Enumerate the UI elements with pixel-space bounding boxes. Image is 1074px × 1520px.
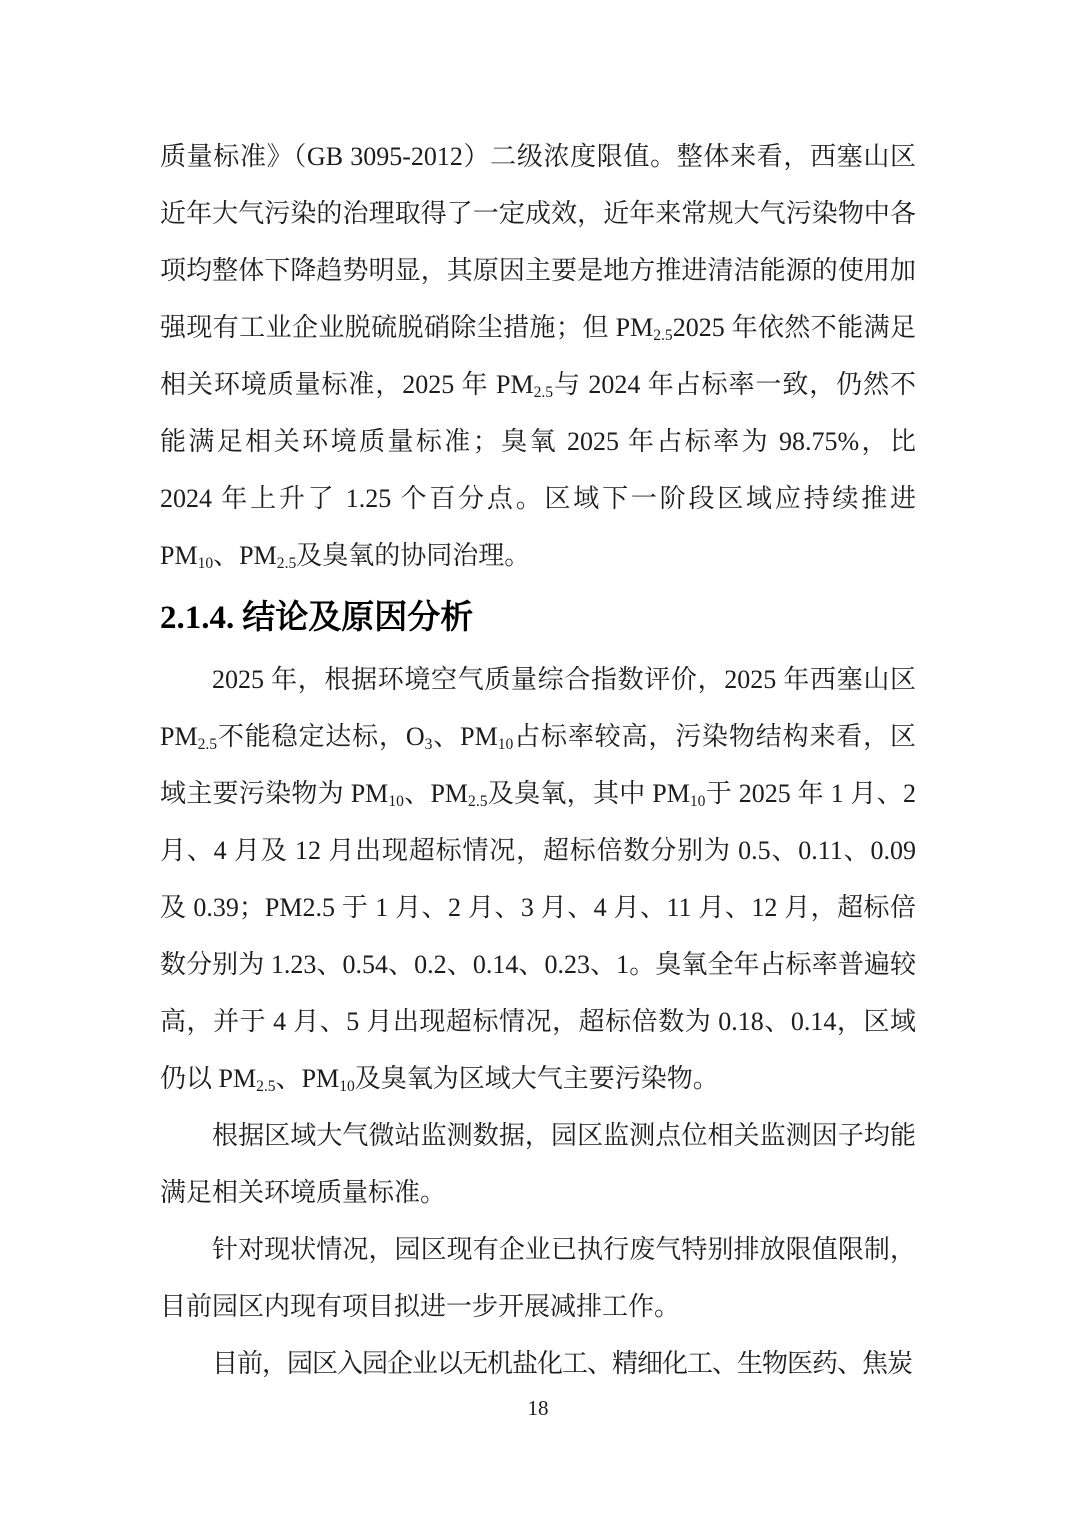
document-body [160, 128, 916, 1392]
paragraph-3: 根据区域大气微站监测数据，园区监测点位相关监测因子均能满足相关环境质量标准。 [160, 1121, 916, 1207]
subscript: 10 [497, 735, 514, 753]
subscript: 2.5 [197, 735, 218, 753]
subscript: 10 [339, 1077, 355, 1095]
section-heading-number: 2.1.4. [160, 600, 235, 636]
section-heading [160, 584, 916, 651]
paragraph-1: 质量标准》（GB 3095-2012）二级浓度限值。整体来看，西塞山区近年大气污染的治理取得了一定成效，近年来常规大气污染物中各项均整体下降趋势明显，其原因主要是地方推进清洁能源的使用加强现有工业企业脱硫脱硝除尘措施；但 $PM_{2.5}2025$ 年依然不能满足相关环境质量标准，2025 年 $PM_{2.5}$与 2024 年占标率一致，仍然不能满足相关环境质量标准；臭氧 2025 年占标率为 98.75%，比 2024 年上升了 1.25 个百分点。区域下一阶段区域应持续推进 $PM_{10}$、$PM_{2.5}$及臭氧的协同治理。 [160, 142, 916, 572]
subscript: 10 [388, 792, 404, 810]
subscript: 2.5 [256, 1077, 276, 1095]
subscript: 2.5 [468, 792, 488, 810]
page-footer [160, 1396, 916, 1421]
subscript: 3 [424, 735, 433, 753]
subscript: 2.5 [653, 326, 673, 344]
subscript: 10 [197, 554, 214, 572]
paragraph-4: 针对现状情况，园区现有企业已执行废气特别排放限值限制，目前园区内现有项目拟进一步开展减排工作。 [160, 1235, 916, 1321]
subscript: 10 [689, 792, 706, 810]
paragraph-5: 目前，园区入园企业以无机盐化工、精细化工、生物医药、焦炭 [212, 1349, 913, 1378]
section-heading-title: 结论及原因分析 [242, 598, 474, 635]
subscript: 2.5 [533, 383, 554, 401]
paragraph-2: 2025 年，根据环境空气质量综合指数评价，2025 年西塞山区 $PM_{2.5}$不能稳定达标，$O_3$、$PM_{10}$占标率较高，污染物结构来看，区域主要污染物为 $PM_{10}$、$PM_{2.5}$及臭氧，其中 $PM_{10}$于 2025 年 1 月、2 月、4 月及 12 月出现超标情况，超标倍数分别为 0.5、0.11、0.09 及 0.39；PM2.5 于 1 月、2 月、3 月、4 月、11 月、12 月，超标倍数分别为 1.23、0.54、0.2、0.14、0.23、1。臭氧全年占标率普遍较高，并于 4 月、5 月出现超标情况，超标倍数为 0.18、0.14，区域仍以 $PM_{2.5}$、$PM_{10}$及臭氧为区域大气主要污染物。 [160, 665, 916, 1095]
page-number: 18 [527, 1396, 549, 1420]
subscript: 2.5 [276, 554, 297, 572]
